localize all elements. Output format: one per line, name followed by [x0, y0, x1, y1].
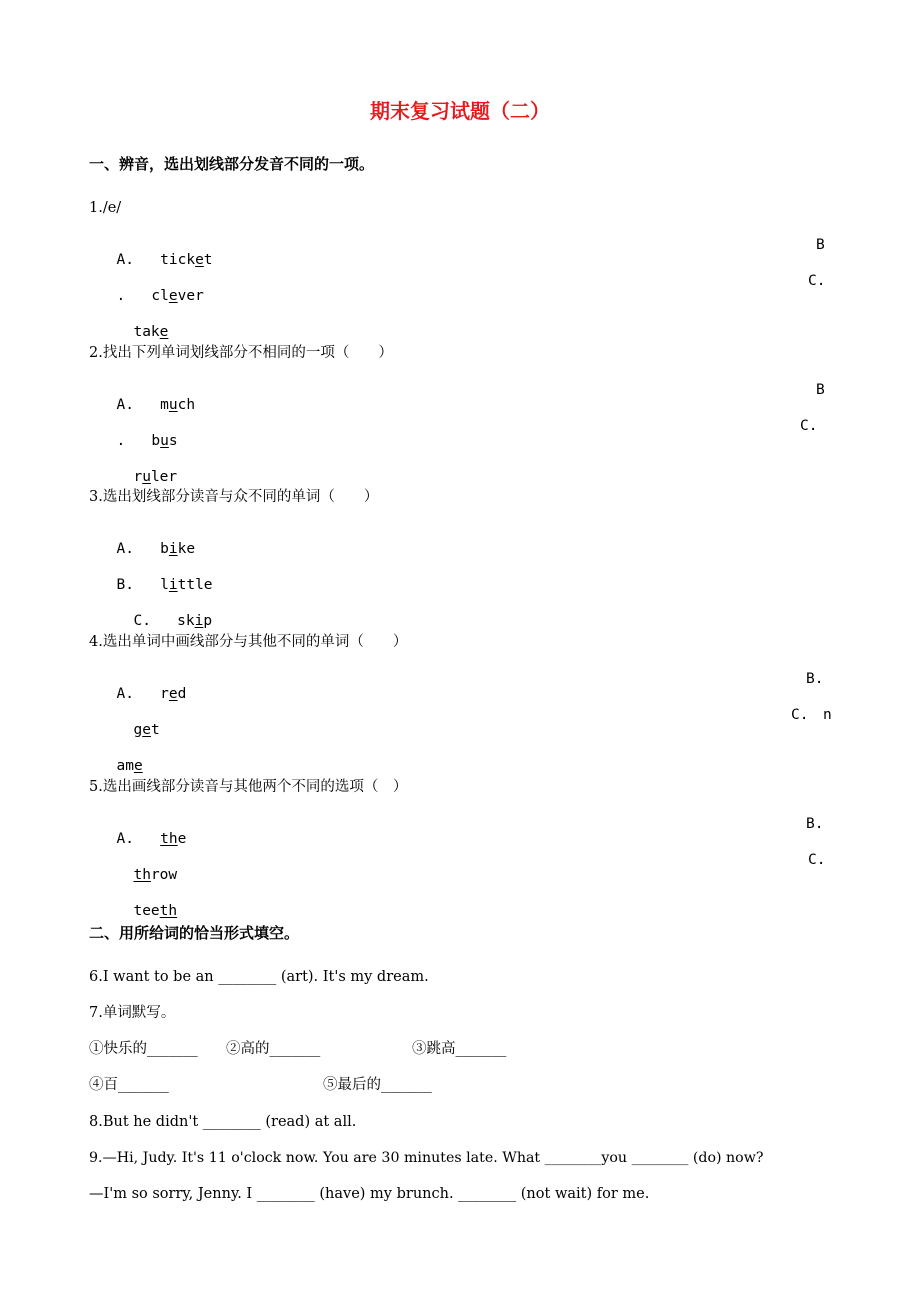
- option-label: A.: [116, 830, 134, 847]
- word-part: cl: [151, 287, 169, 304]
- word-part: t: [203, 251, 213, 268]
- q1-option-c-label: C.: [808, 273, 826, 289]
- word-part: tick: [160, 251, 196, 268]
- underlined-letters: e: [133, 757, 143, 774]
- word-part: sk: [177, 612, 195, 629]
- question-9-line-2: —I'm so sorry, Jenny. I ________ (have) my brunch. ________ (not wait) for me.: [89, 1186, 650, 1202]
- q7-item-5: ⑤最后的_______: [323, 1077, 432, 1093]
- q5-option-b-label: B.: [806, 816, 824, 832]
- q7-item-1: ①快乐的_______: [89, 1041, 198, 1057]
- q1-option-b-label: B: [816, 237, 825, 253]
- q5-option-c-label: C.: [808, 852, 826, 868]
- q2-option-c-label: C.: [800, 418, 818, 434]
- q7-item-4: ④百_______: [89, 1077, 169, 1093]
- q3-option-a[interactable]: [99, 527, 195, 556]
- underlined-letters: th: [160, 830, 178, 847]
- underlined-letters: e: [142, 721, 151, 738]
- word-part: g: [133, 721, 143, 738]
- question-6: 6.I want to be an ________ (art). It's my dream.: [89, 969, 429, 985]
- q1-option-a[interactable]: [99, 238, 213, 267]
- option-label: A.: [116, 685, 134, 702]
- word-part: m: [160, 396, 169, 413]
- q3-option-b[interactable]: [99, 563, 213, 592]
- word-part: t: [150, 721, 160, 738]
- q2-option-c[interactable]: [116, 455, 177, 484]
- option-label: B.: [116, 576, 134, 593]
- q1-option-b[interactable]: [99, 274, 204, 303]
- underlined-letters: u: [142, 468, 151, 485]
- section-1-heading: 一、辨音，选出划线部分发音不同的一项。: [89, 155, 375, 173]
- underlined-letters: th: [159, 902, 178, 919]
- q4-option-c-label: C. n: [791, 707, 832, 723]
- option-label: A.: [116, 251, 134, 268]
- question-3-stem: 3.选出划线部分读音与众不同的单词（ ）: [89, 489, 379, 505]
- word-part: d: [177, 685, 187, 702]
- underlined-letters: e: [159, 323, 169, 340]
- word-part: b: [160, 540, 169, 557]
- underlined-letters: i: [168, 576, 178, 593]
- q3-option-c[interactable]: [116, 599, 212, 628]
- q1-option-c[interactable]: [116, 310, 168, 339]
- option-dot: .: [116, 432, 126, 449]
- question-2-stem: 2.找出下列单词划线部分不相同的一项（ ）: [89, 345, 393, 361]
- word-part: r: [160, 685, 169, 702]
- q4-option-a[interactable]: [99, 672, 186, 701]
- word-part: l: [160, 576, 169, 593]
- q2-option-b-label: B: [816, 382, 825, 398]
- word-part: am: [116, 757, 134, 774]
- question-1-stem: 1./e/: [89, 200, 122, 216]
- page-title: 期末复习试题（二）: [370, 99, 550, 123]
- word-part: r: [133, 468, 143, 485]
- underlined-letters: e: [168, 287, 178, 304]
- section-2-heading: 二、用所给词的恰当形式填空。: [89, 924, 300, 942]
- word-part: ver: [177, 287, 204, 304]
- q7-item-3: ③跳高_______: [412, 1041, 507, 1057]
- option-dot: .: [116, 287, 126, 304]
- question-7-stem: 7.单词默写。: [89, 1005, 176, 1021]
- underlined-letters: u: [160, 432, 169, 449]
- word-part: s: [168, 432, 178, 449]
- q5-option-c[interactable]: [116, 889, 177, 918]
- word-part: e: [177, 830, 187, 847]
- word-part: row: [150, 866, 178, 883]
- word-part: p: [203, 612, 213, 629]
- q5-option-b[interactable]: [116, 853, 177, 882]
- underlined-letters: u: [168, 396, 178, 413]
- underlined-letters: th: [133, 866, 151, 883]
- word-part: ttle: [177, 576, 213, 593]
- word-part: b: [151, 432, 161, 449]
- option-label: A.: [116, 396, 134, 413]
- word-part: ler: [150, 468, 178, 485]
- word-part: ch: [177, 396, 196, 413]
- underlined-letters: e: [195, 251, 204, 268]
- q4-option-b[interactable]: [116, 708, 160, 737]
- underlined-letters: i: [168, 540, 178, 557]
- word-part: tak: [133, 323, 160, 340]
- underlined-letters: e: [168, 685, 178, 702]
- option-label: A.: [116, 540, 134, 557]
- word-part: ke: [177, 540, 196, 557]
- question-4-stem: 4.选出单词中画线部分与其他不同的单词（ ）: [89, 634, 408, 650]
- word-part: tee: [133, 902, 160, 919]
- q7-item-2: ②高的_______: [226, 1041, 321, 1057]
- underlined-letters: i: [194, 612, 204, 629]
- question-5-stem: 5.选出画线部分读音与其他两个不同的选项（ ）: [89, 779, 408, 795]
- question-9-line-1: 9.—Hi, Judy. It's 11 o'clock now. You are 30 minutes late. What ________you ________ (do) now?: [89, 1150, 764, 1166]
- q4-option-b-label: B.: [806, 671, 824, 687]
- q5-option-a[interactable]: [99, 817, 186, 846]
- q2-option-a[interactable]: [99, 383, 195, 412]
- q2-option-b[interactable]: [99, 419, 178, 448]
- option-label: C.: [133, 612, 151, 629]
- q4-option-c[interactable]: [99, 744, 143, 773]
- question-8: 8.But he didn't ________ (read) at all.: [89, 1114, 357, 1130]
